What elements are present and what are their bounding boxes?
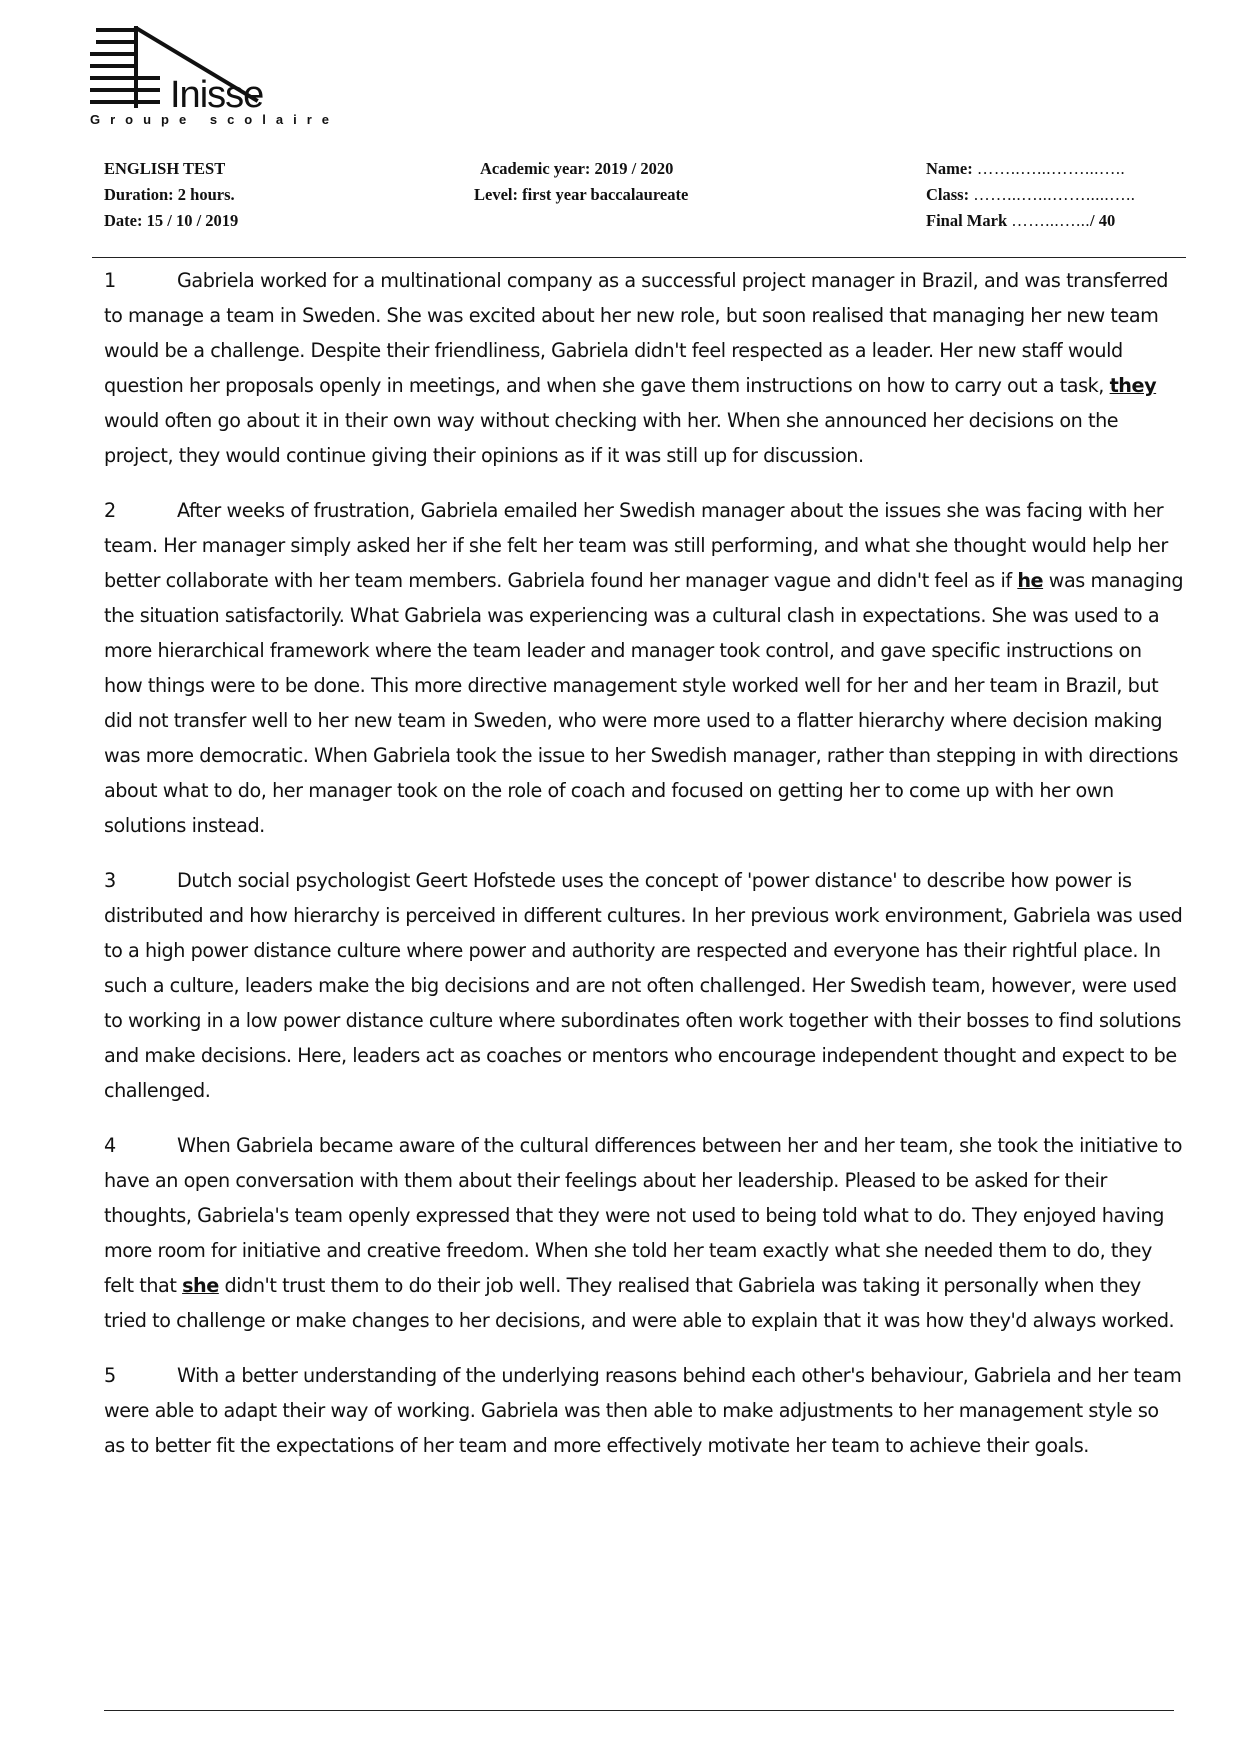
reading-text <box>104 263 1184 1483</box>
paragraph-text: After weeks of frustration, Gabriela emailed her Swedish manager about the issues she was facing with her team. Her manager simply asked her if she felt her team was still performing, and what she thought would help her better collaborate with her team members. Gabriela found her manager vague and didn't feel as if <box>104 499 1168 592</box>
final-mark-dots: ……...…... <box>1011 211 1090 230</box>
paragraph-text: Dutch social psychologist Geert Hofstede uses the concept of 'power distance' to describe how power is distributed and how hierarchy is perceived in different cultures. In her previous work environment, Gabriela was used to a high power distance culture where power and authority are respected and everyone has their rightful place. In such a culture, leaders make the big decisions and are not often challenged. Her Swedish team, however, were used to working in a low power distance culture where subordinates often work together with their bosses to find solutions and make decisions. Here, leaders act as coaches or mentors who encourage independent thought and expect to be challenged. <box>104 869 1183 1102</box>
test-header <box>104 156 1174 236</box>
paragraph-text: With a better understanding of the underlying reasons behind each other's behaviour, Gabriela and her team were able to adapt their way of working. Gabriela was then able to make adjustments to her management style so as to better fit the expectations of her team and more effectively motivate her team to achieve their goals. <box>104 1364 1182 1457</box>
logo-subtitle: Groupe scolaire <box>90 112 339 127</box>
paragraph-text-end: would often go about it in their own way without checking with her. When she announced her decisions on the project, they would continue giving their opinions as if it was still up for discussion. <box>104 409 1119 467</box>
header-center <box>474 156 689 208</box>
reference-word: she <box>182 1274 219 1297</box>
header-divider <box>92 257 1186 258</box>
school-logo <box>88 26 339 130</box>
name-label: Name: <box>926 159 973 178</box>
test-duration: Duration: 2 hours. <box>104 185 235 204</box>
test-date: Date: 15 / 10 / 2019 <box>104 211 239 230</box>
reference-word: he <box>1017 569 1044 592</box>
paragraph-3 <box>104 863 1184 1108</box>
paragraph-number: 5 <box>104 1364 116 1387</box>
name-field[interactable] <box>926 156 1135 182</box>
paragraph-text-end: was managing the situation satisfactorily. What Gabriela was experiencing was a cultural clash in expectations. She was used to a more hierarchical framework where the team leader and manager took control, and gave specific instructions on how things were to be done. This more directive management style worked well for her and her team in Brazil, but did not transfer well to her new team in Sweden, who were more used to a flatter hierarchy where decision making was more democratic. When Gabriela took the issue to her Swedish manager, rather than stepping in with directions about what to do, her manager took on the role of coach and focused on getting her to come up with her own solutions instead. <box>104 569 1184 837</box>
final-mark-total: / 40 <box>1090 211 1116 230</box>
paragraph-text-end: didn't trust them to do their job well. They realised that Gabriela was taking it personally when they tried to challenge or make changes to her decisions, and were able to explain that it was how they'd always worked. <box>104 1274 1175 1332</box>
paragraph-text: Gabriela worked for a multinational company as a successful project manager in Brazil, and was transferred to manage a team in Sweden. She was excited about her new role, but soon realised that managing her new team would be a challenge. Despite their friendliness, Gabriela didn't feel respected as a leader. Her new staff would question her proposals openly in meetings, and when she gave them instructions on how to carry out a task, <box>104 269 1169 397</box>
final-mark-field[interactable] <box>926 208 1135 234</box>
class-field[interactable] <box>926 182 1135 208</box>
class-label: Class: <box>926 185 970 204</box>
header-right <box>926 156 1135 234</box>
name-dots: ……..…...……...….. <box>976 159 1126 178</box>
paragraph-5 <box>104 1358 1184 1463</box>
paragraph-2 <box>104 493 1184 843</box>
test-title: ENGLISH TEST <box>104 159 226 178</box>
paragraph-number: 1 <box>104 269 116 292</box>
header-left <box>104 156 238 234</box>
class-dots: ……...…...…….....….. <box>973 185 1136 204</box>
reference-word: they <box>1109 374 1157 397</box>
paragraph-number: 2 <box>104 499 116 522</box>
level: Level: first year baccalaureate <box>474 185 689 204</box>
paragraph-number: 4 <box>104 1134 116 1157</box>
paragraph-number: 3 <box>104 869 116 892</box>
paragraph-1 <box>104 263 1184 473</box>
paragraph-text: When Gabriela became aware of the cultural differences between her and her team, she took the initiative to have an open conversation with them about their feelings about her leadership. Pleased to be asked for their thoughts, Gabriela's team openly expressed that they were not used to being told what to do. They enjoyed having more room for initiative and creative freedom. When she told her team exactly what she needed them to do, they felt that <box>104 1134 1183 1297</box>
logo-name: Inisse <box>170 74 264 116</box>
bottom-divider <box>104 1710 1174 1711</box>
academic-year: Academic year: 2019 / 2020 <box>480 159 674 178</box>
final-mark-label: Final Mark <box>926 211 1008 230</box>
paragraph-4 <box>104 1128 1184 1338</box>
